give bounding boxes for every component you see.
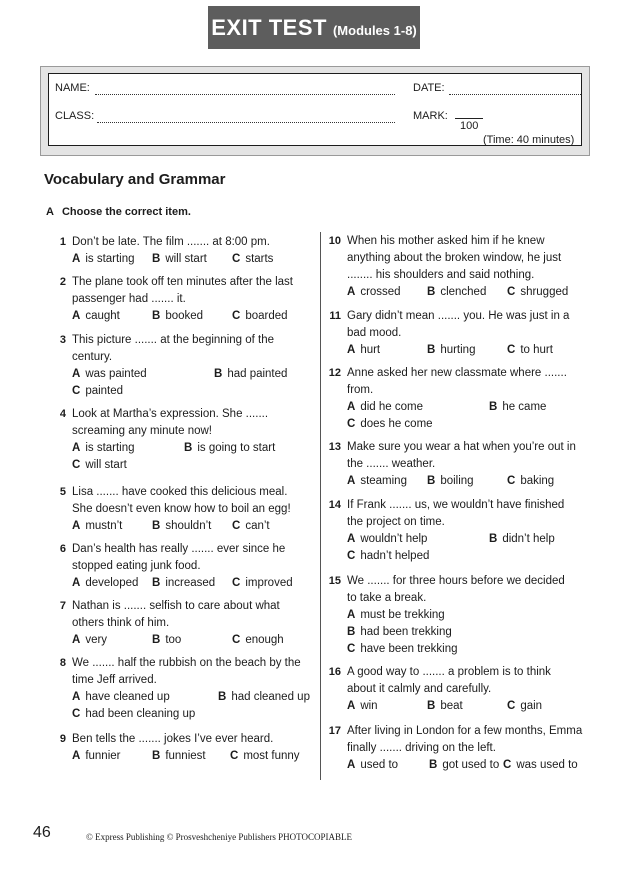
option-letter: A	[72, 310, 81, 322]
option-letter: C	[347, 550, 356, 562]
option-letter: A	[347, 475, 356, 487]
question-text-line: finally ....... driving on the left.	[347, 742, 496, 754]
question-text-line: The plane took off ten minutes after the last	[72, 276, 293, 288]
question-body	[347, 439, 593, 490]
option-letter: C	[507, 475, 516, 487]
option-a[interactable]	[347, 399, 423, 416]
option-text: beat	[440, 700, 463, 712]
option-c[interactable]	[72, 457, 127, 474]
question-text-line: Anne asked her new classmate where .......	[347, 367, 567, 379]
option-text: he came	[502, 401, 547, 413]
question-text-line: bad mood.	[347, 327, 402, 339]
question-body	[72, 234, 315, 268]
question-text-line: After living in London for a few months, Emma	[347, 725, 583, 737]
options-row	[347, 641, 593, 658]
question-text-line: Ben tells the ....... jokes I’ve ever heard.	[72, 733, 274, 745]
option-letter: A	[347, 700, 356, 712]
option-letter: A	[347, 609, 356, 621]
question-body	[72, 655, 315, 723]
question-body	[347, 308, 593, 359]
options-row	[72, 440, 315, 457]
options-row	[72, 706, 315, 723]
option-letter: C	[232, 310, 241, 322]
options-row	[72, 457, 315, 474]
option-text: had been cleaning up	[85, 708, 196, 720]
option-letter: C	[232, 520, 241, 532]
option-letter: B	[347, 626, 356, 638]
question-number: 2	[59, 276, 66, 288]
options-row	[347, 607, 593, 624]
question-number: 6	[59, 543, 66, 555]
option-text: have been trekking	[360, 643, 458, 655]
question-body	[347, 723, 593, 774]
option-text: caught	[85, 310, 120, 322]
options-row	[72, 308, 315, 325]
question-text-line: anything about the broken window, he just	[347, 252, 562, 264]
question-number: 17	[328, 725, 341, 737]
options-row	[347, 473, 593, 490]
part-text: Choose the correct item.	[61, 206, 191, 218]
options-row	[72, 383, 315, 400]
option-text: was painted	[85, 368, 147, 380]
option-letter: C	[72, 708, 81, 720]
question-number: 3	[59, 334, 66, 346]
option-letter: B	[218, 691, 227, 703]
option-letter: A	[347, 344, 356, 356]
question-number: 4	[59, 408, 66, 420]
option-text: most funny	[243, 750, 300, 762]
question-text-line: Dan’s health has really ....... ever since he	[72, 543, 286, 555]
option-b[interactable]	[427, 698, 463, 715]
question-text-line: Don’t be late. The film ....... at 8:00 pm.	[72, 236, 270, 248]
option-letter: A	[72, 442, 81, 454]
question-text-line: century.	[72, 351, 113, 363]
option-c[interactable]	[507, 473, 554, 490]
options-row	[347, 531, 593, 548]
option-letter: B	[489, 533, 498, 545]
option-text: boiling	[440, 475, 474, 487]
option-letter: B	[152, 750, 161, 762]
copyright-notice: © Express Publishing © Prosveshcheniye Publishers PHOTOCOPIABLE	[86, 832, 353, 842]
option-letter: C	[507, 700, 516, 712]
question-text-line: screaming any minute now!	[72, 425, 212, 437]
option-c[interactable]	[507, 698, 542, 715]
option-text: crossed	[360, 286, 401, 298]
option-letter: C	[230, 750, 239, 762]
option-text: have cleaned up	[85, 691, 170, 703]
question-text-line: Lisa ....... have cooked this delicious meal.	[72, 486, 288, 498]
option-c[interactable]	[72, 706, 195, 723]
question-text-line: We ....... for three hours before we decided	[347, 575, 565, 587]
option-c[interactable]	[347, 641, 458, 658]
question-body	[72, 598, 315, 649]
option-c[interactable]	[503, 757, 578, 774]
option-text: can’t	[245, 520, 270, 532]
option-b[interactable]	[214, 366, 287, 383]
name-field[interactable]	[95, 94, 395, 95]
option-text: hadn’t helped	[360, 550, 430, 562]
option-a[interactable]	[72, 518, 122, 535]
option-c[interactable]	[347, 416, 433, 433]
option-b[interactable]	[427, 284, 486, 301]
option-a[interactable]	[347, 342, 380, 359]
mark-label: MARK:	[413, 110, 448, 122]
option-text: must be trekking	[360, 609, 445, 621]
option-letter: B	[489, 401, 498, 413]
option-letter: A	[72, 691, 81, 703]
option-letter: A	[72, 577, 81, 589]
option-a[interactable]	[347, 607, 445, 624]
option-a[interactable]	[72, 308, 120, 325]
option-text: is starting	[85, 253, 135, 265]
options-row	[72, 251, 315, 268]
question-body	[347, 497, 593, 565]
option-c[interactable]	[72, 383, 123, 400]
option-text: is starting	[85, 442, 135, 454]
option-letter: C	[72, 385, 81, 397]
option-c[interactable]	[230, 748, 300, 765]
option-c[interactable]	[347, 548, 429, 565]
date-field[interactable]	[449, 94, 581, 95]
option-b[interactable]	[489, 531, 555, 548]
option-letter: B	[427, 700, 436, 712]
options-row	[72, 632, 315, 649]
option-c[interactable]	[507, 284, 568, 301]
option-letter: A	[72, 520, 81, 532]
question-text-line: Make sure you wear a hat when you’re out in	[347, 441, 576, 453]
question-body	[347, 233, 593, 301]
option-text: funniest	[165, 750, 206, 762]
options-row	[347, 757, 593, 774]
options-row	[72, 689, 315, 706]
option-letter: B	[427, 286, 436, 298]
option-c[interactable]	[232, 575, 293, 592]
question-body	[347, 664, 593, 715]
option-letter: B	[152, 253, 161, 265]
option-a[interactable]	[72, 748, 120, 765]
options-row	[347, 698, 593, 715]
question-text-line: ........ his shoulders and said nothing.	[347, 269, 535, 281]
question-number: 14	[328, 499, 341, 511]
option-b[interactable]	[429, 757, 499, 774]
option-letter: A	[347, 533, 356, 545]
option-text: shouldn’t	[165, 520, 212, 532]
options-row	[72, 366, 315, 383]
option-letter: B	[152, 310, 161, 322]
option-a[interactable]	[72, 251, 135, 268]
question-number: 9	[59, 733, 66, 745]
option-text: boarded	[245, 310, 288, 322]
option-a[interactable]	[72, 440, 135, 457]
section-title: Vocabulary and Grammar	[44, 171, 226, 188]
option-text: steaming	[360, 475, 407, 487]
option-a[interactable]	[347, 284, 401, 301]
option-text: will start	[165, 253, 207, 265]
option-a[interactable]	[72, 689, 170, 706]
option-text: win	[360, 700, 378, 712]
question-text-line: time Jeff arrived.	[72, 674, 157, 686]
options-row	[72, 518, 315, 535]
question-text-line: A good way to ....... a problem is to think	[347, 666, 551, 678]
option-text: had been trekking	[360, 626, 452, 638]
option-letter: A	[347, 401, 356, 413]
option-letter: C	[347, 418, 356, 430]
question-text-line: She doesn’t even know how to boil an egg!	[72, 503, 291, 515]
question-body	[347, 573, 593, 658]
test-title: EXIT TEST	[211, 14, 327, 40]
option-text: very	[85, 634, 108, 646]
option-text: developed	[85, 577, 139, 589]
option-text: hurt	[360, 344, 381, 356]
option-text: used to	[360, 759, 399, 771]
option-b[interactable]	[152, 251, 207, 268]
class-field[interactable]	[97, 122, 395, 123]
option-letter: C	[232, 577, 241, 589]
option-text: got used to	[442, 759, 500, 771]
question-body	[72, 332, 315, 400]
class-label: CLASS:	[55, 110, 95, 122]
option-letter: A	[347, 286, 356, 298]
question-text-line: about it calmly and carefully.	[347, 683, 492, 695]
name-label: NAME:	[55, 82, 90, 94]
date-label: DATE:	[413, 82, 445, 94]
question-text-line: Gary didn’t mean ....... you. He was just in a	[347, 310, 570, 322]
option-a[interactable]	[347, 531, 427, 548]
option-b[interactable]	[152, 308, 203, 325]
option-text: mustn’t	[85, 520, 123, 532]
option-letter: B	[427, 475, 436, 487]
option-text: to hurt	[520, 344, 553, 356]
part-instruction	[46, 206, 199, 218]
question-number: 11	[329, 310, 341, 322]
option-letter: C	[507, 344, 516, 356]
student-info-inner	[48, 73, 582, 146]
option-b[interactable]	[347, 624, 452, 641]
question-number: 10	[328, 235, 341, 247]
question-text-line: passenger had ....... it.	[72, 293, 186, 305]
question-number: 5	[59, 486, 66, 498]
option-b[interactable]	[427, 342, 475, 359]
question-body	[347, 365, 593, 433]
question-number: 8	[59, 657, 66, 669]
option-letter: B	[427, 344, 436, 356]
option-b[interactable]	[218, 689, 310, 706]
option-letter: A	[72, 750, 81, 762]
option-text: was used to	[516, 759, 578, 771]
option-c[interactable]	[507, 342, 553, 359]
options-row	[347, 399, 593, 416]
part-letter: A	[46, 206, 54, 218]
question-text-line: Nathan is ....... selfish to care about what	[72, 600, 280, 612]
student-info-box	[40, 66, 590, 156]
option-text: did he come	[360, 401, 423, 413]
question-text-line: Look at Martha’s expression. She .......	[72, 408, 269, 420]
option-letter: B	[152, 634, 161, 646]
option-letter: B	[152, 577, 161, 589]
option-text: increased	[165, 577, 216, 589]
question-body	[72, 484, 315, 535]
option-c[interactable]	[232, 251, 273, 268]
option-letter: B	[429, 759, 438, 771]
option-text: had painted	[227, 368, 288, 380]
option-letter: A	[72, 634, 81, 646]
option-a[interactable]	[347, 698, 378, 715]
option-c[interactable]	[232, 632, 284, 649]
option-b[interactable]	[152, 575, 215, 592]
option-letter: C	[347, 643, 356, 655]
page-number: 46	[33, 824, 51, 841]
question-body	[72, 541, 315, 592]
question-text-line: This picture ....... at the beginning of the	[72, 334, 275, 346]
question-number: 15	[328, 575, 341, 587]
options-row	[72, 748, 315, 765]
question-text-line: the ....... weather.	[347, 458, 436, 470]
option-text: will start	[85, 459, 127, 471]
option-letter: C	[507, 286, 516, 298]
option-c[interactable]	[232, 518, 270, 535]
option-text: had cleaned up	[231, 691, 310, 703]
options-row	[72, 575, 315, 592]
option-b[interactable]	[152, 748, 206, 765]
option-text: too	[165, 634, 182, 646]
option-letter: C	[232, 253, 241, 265]
option-text: baking	[520, 475, 555, 487]
option-letter: B	[152, 520, 161, 532]
option-text: wouldn’t help	[360, 533, 428, 545]
option-letter: C	[72, 459, 81, 471]
option-letter: B	[184, 442, 193, 454]
question-text-line: If Frank ....... us, we wouldn’t have finished	[347, 499, 565, 511]
question-number: 7	[59, 600, 66, 612]
option-text: funnier	[85, 750, 121, 762]
question-text-line: from.	[347, 384, 374, 396]
option-b[interactable]	[184, 440, 275, 457]
option-a[interactable]	[72, 575, 138, 592]
time-limit: (Time: 40 minutes)	[483, 134, 575, 146]
option-text: booked	[165, 310, 204, 322]
option-b[interactable]	[152, 632, 181, 649]
option-text: painted	[85, 385, 124, 397]
question-text-line: We ....... half the rubbish on the beach by the	[72, 657, 301, 669]
option-text: gain	[520, 700, 543, 712]
question-text-line: the project on time.	[347, 516, 445, 528]
question-text-line: stopped eating junk food.	[72, 560, 201, 572]
exit-test-banner	[208, 6, 420, 49]
option-a[interactable]	[347, 757, 398, 774]
test-modules: (Modules 1-8)	[332, 22, 417, 38]
option-b[interactable]	[152, 518, 211, 535]
column-divider	[320, 232, 321, 780]
option-text: does he come	[360, 418, 433, 430]
option-letter: C	[232, 634, 241, 646]
question-number: 12	[328, 367, 341, 379]
option-letter: A	[347, 759, 356, 771]
question-text-line: others think of him.	[72, 617, 170, 629]
question-text-line: When his mother asked him if he knew	[347, 235, 545, 247]
question-body	[72, 731, 315, 765]
option-b[interactable]	[427, 473, 474, 490]
option-text: is going to start	[197, 442, 276, 454]
option-c[interactable]	[232, 308, 288, 325]
options-row	[347, 624, 593, 641]
option-text: improved	[245, 577, 293, 589]
question-number: 13	[328, 441, 341, 453]
option-a[interactable]	[72, 632, 107, 649]
question-body	[72, 274, 315, 325]
options-row	[347, 416, 593, 433]
mark-total: 100	[460, 120, 479, 132]
option-a[interactable]	[347, 473, 407, 490]
option-text: didn’t help	[502, 533, 555, 545]
options-row	[347, 342, 593, 359]
mark-fraction-line	[455, 118, 483, 119]
option-letter: A	[72, 368, 81, 380]
options-row	[347, 284, 593, 301]
option-text: enough	[245, 634, 284, 646]
question-number: 1	[59, 236, 66, 248]
option-text: clenched	[440, 286, 487, 298]
option-b[interactable]	[489, 399, 546, 416]
option-letter: B	[214, 368, 223, 380]
option-a[interactable]	[72, 366, 147, 383]
question-number: 16	[328, 666, 341, 678]
options-row	[347, 548, 593, 565]
question-body	[72, 406, 315, 474]
option-text: starts	[245, 253, 274, 265]
question-text-line: to take a break.	[347, 592, 427, 604]
option-letter: C	[503, 759, 512, 771]
option-text: hurting	[440, 344, 476, 356]
option-letter: A	[72, 253, 81, 265]
option-text: shrugged	[520, 286, 569, 298]
